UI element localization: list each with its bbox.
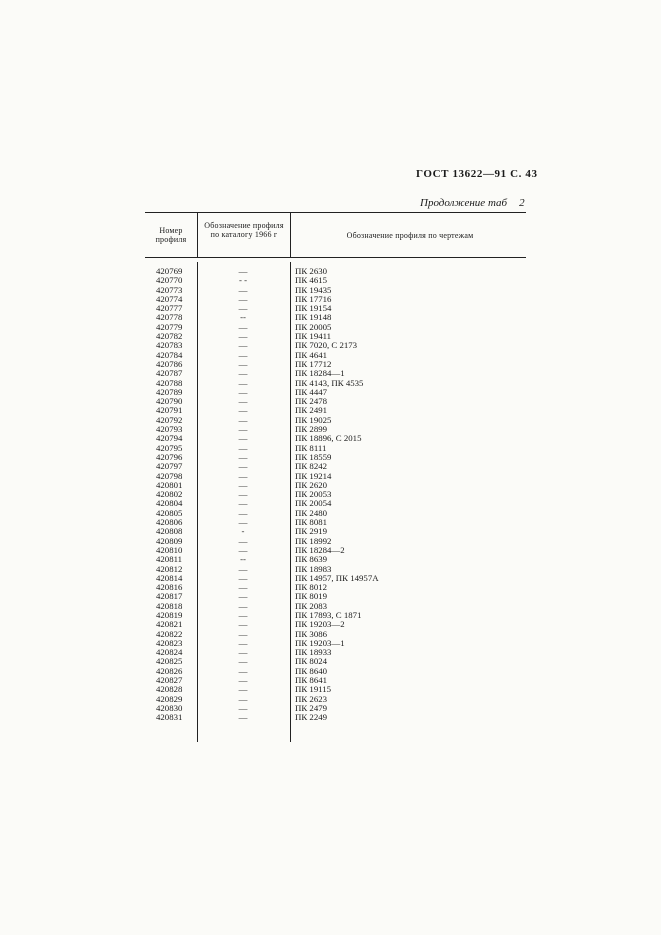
drawing-designation: ПК 18933 <box>295 647 332 658</box>
catalog-designation: - - <box>238 275 248 286</box>
table-row <box>145 704 525 713</box>
table-row <box>145 388 525 397</box>
catalog-designation: — <box>238 433 248 444</box>
drawing-designation: ПК 19214 <box>295 470 332 481</box>
drawing-designation: ПК 2899 <box>295 424 328 435</box>
drawing-designation: ПК 2491 <box>295 405 328 416</box>
drawing-designation: ПК 17893, С 1871 <box>295 609 362 620</box>
drawing-designation: ПК 8024 <box>295 656 328 667</box>
drawing-designation: ПК 18284—1 <box>295 368 345 379</box>
catalog-designation: — <box>238 609 248 620</box>
profile-number: 420831 <box>156 712 183 723</box>
profile-number: 420796 <box>156 451 183 462</box>
profile-number: 420787 <box>156 368 183 379</box>
table-row <box>145 406 525 415</box>
table-row <box>145 546 525 555</box>
catalog-designation: — <box>238 572 248 583</box>
drawing-designation: ПК 4615 <box>295 275 328 286</box>
table-top-rule <box>145 212 526 213</box>
table-row <box>145 592 525 601</box>
profile-number: 420811 <box>156 554 183 565</box>
profile-number: 420818 <box>156 600 183 611</box>
catalog-designation: — <box>238 303 248 314</box>
catalog-designation: — <box>238 582 248 593</box>
profile-number: 420790 <box>156 396 183 407</box>
catalog-designation: — <box>238 712 248 723</box>
catalog-designation: — <box>238 489 248 500</box>
table-row <box>145 286 525 295</box>
drawing-designation: ПК 19148 <box>295 312 332 323</box>
profile-number: 420817 <box>156 591 183 602</box>
drawing-designation: ПК 17716 <box>295 293 332 304</box>
drawing-designation: ПК 4143, ПК 4535 <box>295 377 364 388</box>
profile-number: 420823 <box>156 637 183 648</box>
table-row <box>145 639 525 648</box>
profile-number: 420812 <box>156 563 183 574</box>
catalog-designation: — <box>238 591 248 602</box>
catalog-designation: — <box>238 619 248 630</box>
catalog-designation: — <box>238 470 248 481</box>
catalog-designation: — <box>238 479 248 490</box>
table-row <box>145 490 525 499</box>
table-row <box>145 313 525 322</box>
catalog-designation: — <box>238 461 248 472</box>
table-row <box>145 379 525 388</box>
profile-number: 420822 <box>156 628 183 639</box>
profile-number: 420795 <box>156 442 183 453</box>
drawing-designation: ПК 19203—2 <box>295 619 345 630</box>
table-row <box>145 444 525 453</box>
profile-number: 420801 <box>156 479 183 490</box>
continuation-text: Продолжение таб <box>420 197 508 209</box>
table-row <box>145 397 525 406</box>
profile-number: 420806 <box>156 517 183 528</box>
drawing-designation: ПК 18896, С 2015 <box>295 433 362 444</box>
table-row <box>145 648 525 657</box>
table-row <box>145 472 525 481</box>
drawing-designation: ПК 2479 <box>295 702 328 713</box>
catalog-designation: — <box>238 396 248 407</box>
profile-number: 420773 <box>156 284 183 295</box>
drawing-designation: ПК 8640 <box>295 665 328 676</box>
catalog-designation: — <box>238 368 248 379</box>
table-row <box>145 667 525 676</box>
profile-number: 420821 <box>156 619 183 630</box>
profile-number: 420784 <box>156 349 183 360</box>
profile-number: 420789 <box>156 386 183 397</box>
table-row <box>145 583 525 592</box>
profile-number: 420819 <box>156 609 183 620</box>
profile-number: 420810 <box>156 544 183 555</box>
catalog-designation: — <box>238 684 248 695</box>
catalog-designation: — <box>238 424 248 435</box>
table-row <box>145 713 525 722</box>
catalog-designation: — <box>238 284 248 295</box>
drawing-designation: ПК 19411 <box>295 331 332 342</box>
catalog-designation: — <box>238 693 248 704</box>
table-row <box>145 295 525 304</box>
catalog-designation: — <box>238 266 248 276</box>
table-row <box>145 481 525 490</box>
drawing-designation: ПК 8242 <box>295 461 328 472</box>
drawing-designation: ПК 8641 <box>295 675 328 686</box>
profile-number: 420777 <box>156 303 183 314</box>
catalog-designation: — <box>238 535 248 546</box>
catalog-designation: — <box>238 498 248 509</box>
table-row <box>145 351 525 360</box>
drawing-designation: ПК 2249 <box>295 712 328 723</box>
profile-number: 420793 <box>156 424 183 435</box>
table-row <box>145 462 525 471</box>
table-body <box>145 267 525 723</box>
profile-number: 420769 <box>156 266 183 276</box>
drawing-designation: ПК 8081 <box>295 517 328 528</box>
profile-number: 420778 <box>156 312 183 323</box>
table-row <box>145 509 525 518</box>
profile-number: 420816 <box>156 582 183 593</box>
catalog-designation: — <box>238 517 248 528</box>
catalog-designation: — <box>238 507 248 518</box>
profile-number: 420792 <box>156 414 183 425</box>
catalog-designation: — <box>238 414 248 425</box>
catalog-designation: — <box>238 675 248 686</box>
profile-number: 420774 <box>156 293 183 304</box>
catalog-designation: — <box>238 358 248 369</box>
table-row <box>145 323 525 332</box>
drawing-designation: ПК 2478 <box>295 396 328 407</box>
drawing-designation: ПК 2620 <box>295 479 328 490</box>
profile-number: 420829 <box>156 693 183 704</box>
table-header-bottom-rule <box>145 257 526 258</box>
catalog-designation: — <box>238 349 248 360</box>
catalog-designation: — <box>238 665 248 676</box>
drawing-designation: ПК 20005 <box>295 321 332 332</box>
catalog-designation: — <box>238 702 248 713</box>
catalog-designation: — <box>238 377 248 388</box>
table-row <box>145 695 525 704</box>
catalog-designation: — <box>238 405 248 416</box>
drawing-designation: ПК 8019 <box>295 591 328 602</box>
table-row <box>145 555 525 564</box>
profile-number: 420798 <box>156 470 183 481</box>
profile-number: 420786 <box>156 358 183 369</box>
table-row <box>145 518 525 527</box>
table-row <box>145 453 525 462</box>
drawing-designation: ПК 18992 <box>295 535 332 546</box>
drawing-designation: ПК 19115 <box>295 684 332 695</box>
page-header: ГОСТ 13622—91 С. 43 <box>416 168 538 180</box>
profile-number: 420830 <box>156 702 183 713</box>
profile-number: 420804 <box>156 498 183 509</box>
col-number-header: Номер профиля <box>155 226 187 244</box>
profile-number: 420814 <box>156 572 183 583</box>
table-row <box>145 685 525 694</box>
drawing-designation: ПК 19154 <box>295 303 332 314</box>
table-row <box>145 304 525 313</box>
drawing-designation: ПК 2083 <box>295 600 328 611</box>
profile-number: 420802 <box>156 489 183 500</box>
catalog-designation: -- <box>240 312 246 323</box>
drawing-designation: ПК 8012 <box>295 582 328 593</box>
table-row <box>145 276 525 285</box>
catalog-designation: -- <box>240 554 246 565</box>
catalog-designation: - <box>241 526 245 537</box>
drawing-designation: ПК 17712 <box>295 358 332 369</box>
drawing-designation: ПК 18284—2 <box>295 544 345 555</box>
profile-number: 420805 <box>156 507 183 518</box>
table-number: 2 <box>519 197 525 209</box>
drawing-designation: ПК 2630 <box>295 266 328 276</box>
profile-number: 420779 <box>156 321 183 332</box>
drawing-designation: ПК 8639 <box>295 554 328 565</box>
catalog-designation: — <box>238 321 248 332</box>
table-row <box>145 574 525 583</box>
catalog-designation: — <box>238 293 248 304</box>
profile-number: 420826 <box>156 665 183 676</box>
table-row <box>145 527 525 536</box>
table-continuation-label <box>420 197 540 209</box>
col-catalog-header: Обозначение профиля по каталогу 1966 г <box>204 221 284 239</box>
column-divider-1 <box>197 212 198 258</box>
drawing-designation: ПК 2919 <box>295 526 328 537</box>
profile-number: 420797 <box>156 461 183 472</box>
drawing-designation: ПК 2623 <box>295 693 328 704</box>
table-row <box>145 434 525 443</box>
table-row <box>145 657 525 666</box>
drawing-designation: ПК 2480 <box>295 507 328 518</box>
catalog-designation: — <box>238 386 248 397</box>
catalog-designation: — <box>238 600 248 611</box>
profile-number: 420788 <box>156 377 183 388</box>
table-row <box>145 416 525 425</box>
col-drawing-header: Обозначение профиля по чертежам <box>346 231 474 240</box>
drawing-designation: ПК 20054 <box>295 498 332 509</box>
table-row <box>145 676 525 685</box>
column-divider-2 <box>290 212 291 258</box>
drawing-designation: ПК 14957, ПК 14957А <box>295 572 379 583</box>
catalog-designation: — <box>238 544 248 555</box>
catalog-designation: — <box>238 647 248 658</box>
drawing-designation: ПК 3086 <box>295 628 328 639</box>
catalog-designation: — <box>238 340 248 351</box>
table-row <box>145 341 525 350</box>
drawing-designation: ПК 19203—1 <box>295 637 345 648</box>
catalog-designation: — <box>238 637 248 648</box>
catalog-designation: — <box>238 656 248 667</box>
table-row <box>145 267 525 276</box>
table-row <box>145 499 525 508</box>
catalog-designation: — <box>238 331 248 342</box>
catalog-designation: — <box>238 451 248 462</box>
drawing-designation: ПК 19025 <box>295 414 332 425</box>
drawing-designation: ПК 4641 <box>295 349 328 360</box>
profile-number: 420824 <box>156 647 183 658</box>
drawing-designation: ПК 4447 <box>295 386 328 397</box>
profile-number: 420770 <box>156 275 183 286</box>
profile-number: 420809 <box>156 535 183 546</box>
catalog-designation: — <box>238 563 248 574</box>
profile-number: 420783 <box>156 340 183 351</box>
drawing-designation: ПК 18983 <box>295 563 332 574</box>
drawing-designation: ПК 18559 <box>295 451 332 462</box>
drawing-designation: ПК 20053 <box>295 489 332 500</box>
drawing-designation: ПК 19435 <box>295 284 332 295</box>
profile-number: 420808 <box>156 526 183 537</box>
profile-number: 420825 <box>156 656 183 667</box>
profile-number: 420828 <box>156 684 183 695</box>
profile-number: 420794 <box>156 433 183 444</box>
profile-number: 420782 <box>156 331 183 342</box>
catalog-designation: — <box>238 442 248 453</box>
drawing-designation: ПК 7020, С 2173 <box>295 340 358 351</box>
profile-number: 420791 <box>156 405 183 416</box>
catalog-designation: — <box>238 628 248 639</box>
profile-number: 420827 <box>156 675 183 686</box>
table-row <box>145 620 525 629</box>
drawing-designation: ПК 8111 <box>295 442 327 453</box>
